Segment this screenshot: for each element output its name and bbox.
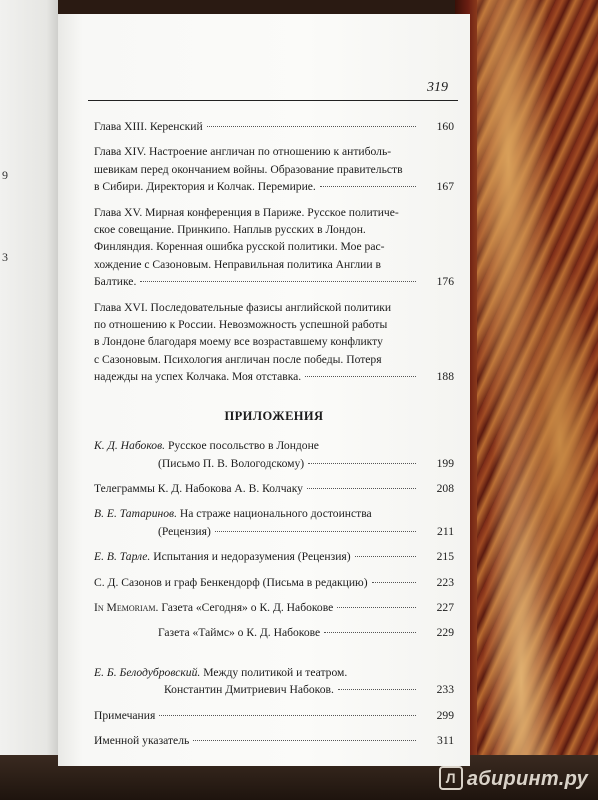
toc-entry-notes [94,707,454,724]
toc-entry-line: На страже национального достоинства [179,507,372,521]
toc-entry-line: с Сазоновым. Психология англичан после победы. Потеря [94,352,382,366]
author-name: К. Д. Набоков. [94,439,166,453]
toc-page-number: 211 [437,524,454,538]
table-of-contents [94,118,454,757]
previous-page-edge [0,0,58,800]
leader-dots [308,463,416,464]
toc-entry-appendix [94,624,454,641]
toc-entry-line: Газета «Таймс» о К. Д. Набокове [158,626,321,640]
toc-page-number: 299 [436,708,454,722]
toc-entry-line: Глава XV. Мирная конференция в Париже. Русское политиче- [94,205,399,219]
toc-entry-index [94,732,454,749]
toc-entry-line: по отношению к России. Невозможность успешной работы [94,318,388,332]
toc-entry-chapter-16 [94,299,454,386]
toc-entry-line: С. Д. Сазонов и граф Бенкендорф (Письма в редакцию) [94,575,368,589]
leader-dots [207,126,416,127]
leader-dots [355,556,416,557]
toc-entry-line: (Рецензия) [158,524,211,538]
memoriam-label: In Memoriam. [94,600,159,614]
toc-entry-line: (Письмо П. В. Вологодскому) [158,456,305,470]
toc-page-number: 233 [436,683,454,697]
toc-entry-line: Испытания и недоразумения (Рецензия) [153,550,351,564]
toc-page-number: 208 [436,481,454,495]
toc-entry-chapter-15 [94,204,454,291]
toc-entry-appendix [94,505,454,540]
toc-page-number: 167 [436,180,454,194]
toc-page-number: 223 [436,575,454,589]
toc-entry-line: ское совещание. Принкипо. Наплыв русских в Лондон. [94,223,366,237]
toc-page-number: 188 [436,370,454,384]
toc-entry-chapter-13 [94,118,454,135]
prev-page-mark: 3 [2,250,8,264]
prev-page-mark: 9 [2,168,8,182]
header-rule [88,100,458,101]
author-name: Е. Б. Белодубровский. [94,665,201,679]
toc-page-number: 176 [436,275,454,289]
toc-entry-line: в Лондоне благодаря моему все возраставшему конфликту [94,335,383,349]
toc-entry-line: Балтике. [94,275,137,289]
toc-entry-appendix [94,548,454,565]
leader-dots [193,740,416,741]
leader-dots [215,531,416,532]
toc-entry-appendix [94,574,454,591]
toc-entry-line: шевикам перед окончанием войны. Образование правительств [94,162,403,176]
watermark-text: абиринт.ру [466,768,588,790]
toc-entry-line: Глава XVI. Последовательные фазисы английской политики [94,300,392,314]
book-page [58,14,470,766]
leader-dots [320,186,416,187]
toc-entry-chapter-14 [94,143,454,195]
toc-entry-appendix [94,599,454,616]
leader-dots [372,582,416,583]
labirint-logo-icon: Л [439,766,463,790]
leader-dots [307,488,416,489]
toc-entry-line: хождение с Сазоновым. Неправильная политика Англии в [94,257,381,271]
appendix-heading: ПРИЛОЖЕНИЯ [224,408,324,423]
toc-entry-line: Газета «Сегодня» о К. Д. Набокове [161,600,334,614]
toc-entry-line: Примечания [94,708,156,722]
toc-entry-line: Финляндия. Коренная ошибка русской политики. Мое рас- [94,240,385,254]
toc-entry-line: Между политикой и театром. [203,665,348,679]
toc-entry-text: Глава XIII. Керенский [94,120,203,133]
toc-page-number: 215 [436,550,454,564]
toc-entry-line: Константин Дмитриевич Набоков. [164,683,334,697]
toc-entry-line: надежды на успех Колчака. Моя отставка. [94,370,302,384]
toc-page-number: 311 [437,733,454,747]
toc-page-number: 229 [436,626,454,640]
toc-page-number: 199 [436,456,454,470]
toc-page-number: 160 [436,120,454,133]
toc-entry-line: Именной указатель [94,733,190,747]
marbled-cover [470,0,598,800]
leader-dots [338,689,416,690]
leader-dots [324,632,416,633]
leader-dots [337,607,416,608]
toc-entry-line: Телеграммы К. Д. Набокова А. В. Колчаку [94,481,303,495]
toc-entry-line: в Сибири. Директория и Колчак. Перемирие. [94,180,316,194]
author-name: Е. В. Тарле. [94,550,151,564]
author-name: В. Е. Татаринов. [94,507,177,521]
toc-entry-line: Глава XIV. Настроение англичан по отношению к антиболь- [94,145,392,159]
leader-dots [159,715,416,716]
leader-dots [305,376,416,377]
page-number: 319 [427,80,448,95]
leader-dots [140,281,416,282]
toc-entry-appendix [94,664,454,699]
toc-entry-line: Русское посольство в Лондоне [167,439,319,453]
labirint-watermark [439,766,588,791]
toc-entry-appendix [94,480,454,497]
toc-entry-appendix [94,437,454,472]
toc-page-number: 227 [436,600,454,614]
